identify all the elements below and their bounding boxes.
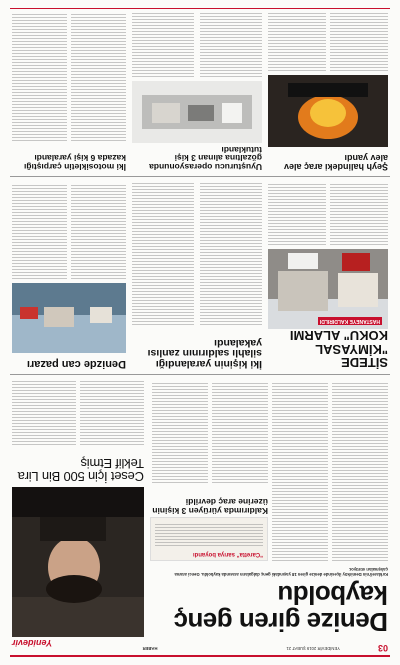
pedestrian-headline: Kaldırımda yürüyen 3 kişinin üzerine araç devrildi <box>152 497 268 516</box>
motorcycle-body-1 <box>71 13 126 141</box>
section-label: HABER <box>142 646 158 651</box>
market-body-1 <box>71 183 126 279</box>
burning-car-headline: Şeyh halindeki araç alev alev yandı <box>283 152 388 172</box>
shooting-body-1 <box>200 183 262 325</box>
main-body-col-2 <box>272 381 328 561</box>
issue-date: YENİDEVİR 2019 ŞUBAT 21 <box>286 646 340 651</box>
shooting-headline: İki kişinin yaralandığı silahlı saldırının zanlısı yakalandı <box>147 336 262 370</box>
motorcycle-headline: İki motosikletin çarpıştığı kazada 6 kişi yaralandı <box>23 153 126 172</box>
market-photo-image <box>12 283 126 353</box>
divider-1 <box>10 374 390 375</box>
bounty-body-1 <box>80 381 144 445</box>
main-body-col-1 <box>332 381 388 561</box>
site-body-1 <box>330 183 388 245</box>
burning-car-body-2 <box>268 13 326 71</box>
bounty-headline: Ceset İçin 500 Bin Lira Teklif Etmiş <box>17 455 144 484</box>
caretta-box <box>150 517 268 561</box>
burning-car-body-1 <box>330 13 388 71</box>
drugs-body-1 <box>200 13 262 77</box>
site-headline: SİTEDE "KİMYASAL KOKU" ALARMI <box>289 328 388 370</box>
pedestrian-body-1 <box>212 381 268 483</box>
divider-2 <box>10 176 390 177</box>
main-headline: Denize giren genç kayboldu <box>174 580 388 637</box>
burning-car-photo-image <box>268 75 388 147</box>
bottom-rule <box>10 8 390 9</box>
drugs-photo <box>132 81 262 143</box>
caretta-body <box>155 522 263 546</box>
motorcycle-body-2 <box>12 13 67 141</box>
drugs-body-2 <box>132 13 194 77</box>
bounty-photo-image <box>12 487 144 637</box>
drugs-photo-image <box>132 81 262 143</box>
site-photo <box>268 249 388 329</box>
shooting-body-2 <box>132 183 194 325</box>
main-deck: Kırklareli'nin Demirköy ilçesinde denize giren 18 yaşındaki genç dalgaların arasında kayboldu. Genci arama çalışmaları sürüyor. <box>174 567 388 577</box>
bounty-body-2 <box>12 381 76 445</box>
logo-text: Yenidevir <box>12 638 53 648</box>
pedestrian-body-2 <box>152 381 208 483</box>
top-rule <box>10 655 390 657</box>
site-body-2 <box>268 183 326 245</box>
market-body-2 <box>12 183 67 279</box>
market-photo <box>12 283 126 353</box>
site-banner: HASTANEYE KALDIRILDI <box>319 318 380 324</box>
bounty-photo <box>12 487 144 637</box>
caretta-title: "Caretta" sarıya boyandı <box>192 551 263 557</box>
market-headline: Denizde can pazarı <box>26 358 126 370</box>
drugs-headline: Uyuşturucu operasyonunda gözaltına alınan 3 kişi tutuklandı <box>149 144 262 172</box>
logo <box>12 635 90 653</box>
burning-car-photo <box>268 75 388 147</box>
page-number: 03 <box>377 643 388 653</box>
